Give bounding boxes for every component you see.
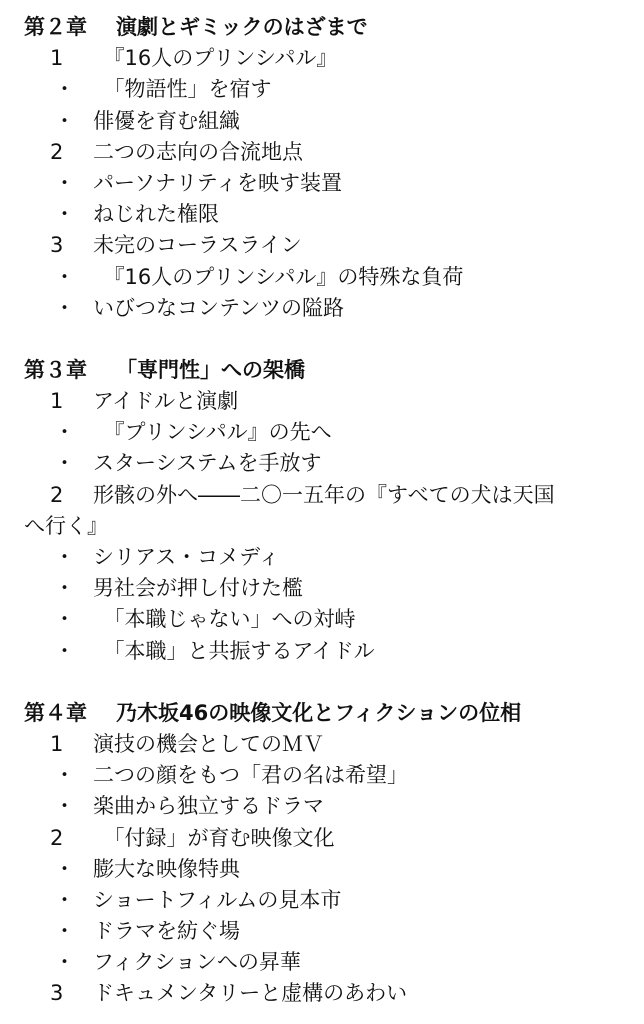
chapter-heading[interactable]	[0, 12, 644, 43]
toc-section-item[interactable]	[0, 823, 644, 854]
toc-section-item[interactable]	[0, 978, 644, 1009]
entry-text: 「付録」が育む映像文化	[93, 825, 335, 850]
bullet-marker: ・	[54, 108, 75, 133]
entry-text: 「本職じゃない」への対峙	[93, 607, 356, 632]
entry-text: アイドルと演劇	[93, 389, 239, 414]
entry-text: 二つの志向の合流地点	[93, 139, 303, 164]
entry-text: 俳優を育む組織	[93, 108, 240, 133]
toc-subsection-item[interactable]	[0, 604, 644, 635]
toc-subsection-item[interactable]	[0, 916, 644, 947]
entry-text: 『プリンシパル』の先へ	[93, 420, 332, 445]
chapter-title: 「専門性」への架橋	[116, 357, 305, 382]
chapter-section	[0, 355, 644, 667]
bullet-marker: ・	[54, 794, 75, 819]
entry-text: 楽曲から独立するドラマ	[93, 794, 324, 819]
entry-text: シリアス・コメディ	[93, 545, 280, 569]
toc-subsection-item[interactable]	[0, 417, 644, 448]
toc-subsection-item[interactable]	[0, 947, 644, 978]
section-number: 3	[50, 233, 64, 258]
toc-subsection-item[interactable]	[0, 573, 644, 604]
toc-subsection-item[interactable]	[0, 168, 644, 199]
entry-text: いびつなコンテンツの隘路	[93, 295, 344, 320]
bullet-marker: ・	[54, 950, 75, 975]
chapter-title: 乃木坂46の映像文化とフィクションの位相	[116, 700, 522, 725]
entry-text: 二つの顔をもつ「君の名は希望」	[93, 763, 408, 788]
entry-text: 『16人のプリンシパル』	[93, 46, 338, 71]
entry-text: 「本職」と共振するアイドル	[93, 638, 375, 663]
entry-text: ドラマを紡ぐ場	[93, 919, 240, 944]
toc-section-item[interactable]	[0, 386, 644, 417]
toc-subsection-item[interactable]	[0, 542, 644, 573]
chapter-heading[interactable]	[0, 698, 644, 729]
entry-text: フィクションへの昇華	[93, 950, 301, 975]
chapter-section	[0, 12, 644, 324]
bullet-marker: ・	[54, 77, 75, 102]
bullet-marker: ・	[54, 638, 75, 663]
bullet-marker: ・	[54, 763, 75, 788]
section-number: 2	[50, 482, 64, 507]
entry-text: ドキュメンタリーと虚構のあわい	[93, 981, 408, 1006]
entry-text: 膨大な映像特典	[93, 856, 240, 881]
bullet-marker: ・	[54, 170, 75, 195]
toc-subsection-item[interactable]	[0, 885, 644, 916]
section-number: 1	[50, 46, 64, 71]
bullet-marker: ・	[54, 919, 75, 944]
bullet-marker: ・	[54, 451, 75, 476]
bullet-marker: ・	[54, 264, 75, 289]
entry-continuation[interactable]	[0, 511, 644, 542]
section-number: 2	[50, 139, 64, 164]
section-number: 3	[50, 981, 64, 1006]
entry-text: 未完のコーラスライン	[93, 233, 302, 258]
toc-subsection-item[interactable]	[0, 791, 644, 822]
bullet-marker: ・	[54, 202, 75, 227]
table-of-contents	[0, 12, 644, 1010]
toc-section-item[interactable]	[0, 480, 644, 511]
bullet-marker: ・	[54, 576, 75, 601]
entry-text: 「物語性」を宿す	[93, 77, 272, 102]
toc-subsection-item[interactable]	[0, 448, 644, 479]
chapter-number: 第４章	[24, 700, 87, 725]
chapter-number: 第２章	[24, 15, 87, 39]
section-number: 1	[50, 731, 64, 756]
toc-subsection-item[interactable]	[0, 106, 644, 137]
entry-text: ねじれた権限	[93, 202, 219, 227]
entry-text: パーソナリティを映す装置	[93, 170, 343, 195]
bullet-marker: ・	[54, 545, 75, 569]
bullet-marker: ・	[54, 420, 75, 445]
toc-section-item[interactable]	[0, 43, 644, 74]
bullet-marker: ・	[54, 887, 75, 912]
bullet-marker: ・	[54, 856, 75, 881]
entry-text: 男社会が押し付けた檻	[93, 576, 303, 601]
chapter-title: 演劇とギミックのはざまで	[116, 15, 368, 39]
toc-section-item[interactable]	[0, 729, 644, 760]
entry-text: 演技の機会としてのＭＶ	[93, 731, 324, 756]
toc-section-item[interactable]	[0, 137, 644, 168]
toc-section-item[interactable]	[0, 230, 644, 261]
entry-continuation-text: へ行く』	[24, 513, 108, 538]
toc-subsection-item[interactable]	[0, 293, 644, 324]
entry-text: 形骸の外へ――二〇一五年の『すべての犬は天国	[93, 482, 555, 507]
toc-subsection-item[interactable]	[0, 854, 644, 885]
bullet-marker: ・	[54, 607, 75, 632]
toc-subsection-item[interactable]	[0, 760, 644, 791]
entry-text: スターシステムを手放す	[93, 451, 322, 476]
entry-text: 『16人のプリンシパル』の特殊な負荷	[93, 264, 464, 289]
section-number: 2	[50, 825, 64, 850]
toc-subsection-item[interactable]	[0, 262, 644, 293]
toc-subsection-item[interactable]	[0, 636, 644, 667]
chapter-number: 第３章	[24, 357, 87, 382]
toc-subsection-item[interactable]	[0, 74, 644, 105]
entry-text: ショートフィルムの見本市	[93, 887, 342, 912]
section-number: 1	[50, 389, 64, 414]
toc-subsection-item[interactable]	[0, 199, 644, 230]
chapter-section	[0, 698, 644, 1010]
bullet-marker: ・	[54, 295, 75, 320]
chapter-heading[interactable]	[0, 355, 644, 386]
